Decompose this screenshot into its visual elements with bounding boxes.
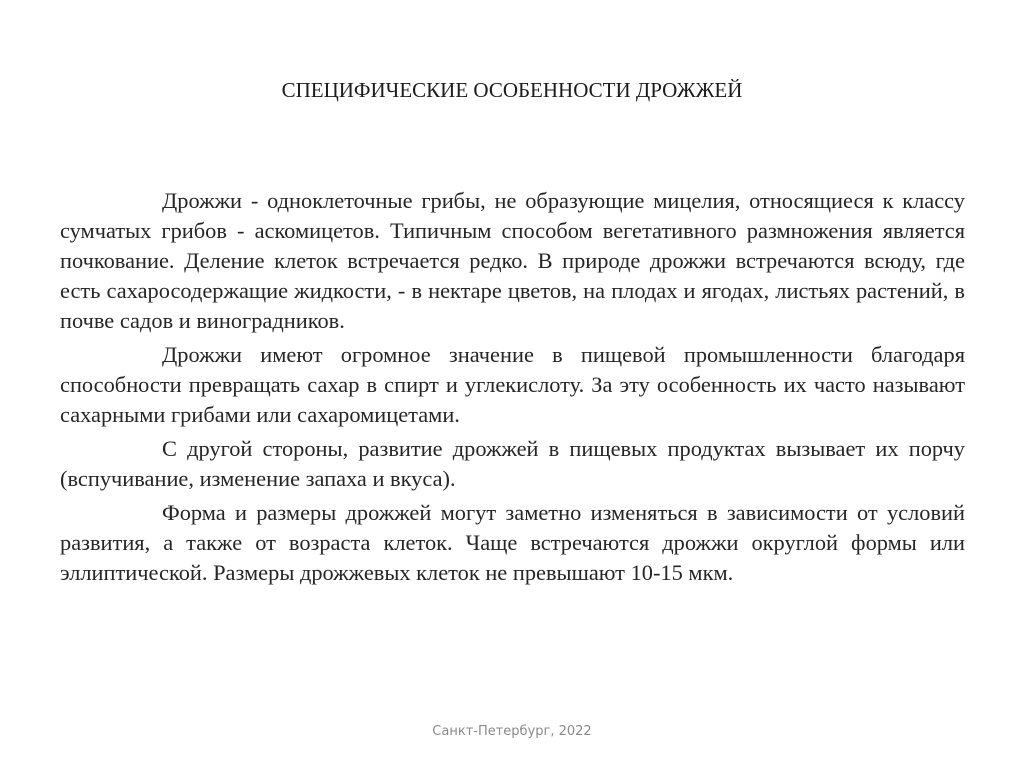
slide-footer: Санкт-Петербург, 2022 bbox=[432, 724, 592, 739]
body-text bbox=[60, 186, 965, 592]
paragraph-1: Дрожжи - одноклеточные грибы, не образующие мицелия, относящиеся к классу сумчатых грибов - аскомицетов. Типичным способом вегетативного размножения является почкование. Деление клеток встречается редко. В природе дрожжи встречаются всюду, где есть сахаросодержащие жидкости, - в нектаре цветов, на плодах и ягодах, листьях растений, в почве садов и виноградников. bbox=[60, 188, 965, 333]
paragraph-4: Форма и размеры дрожжей могут заметно изменяться в зависимости от условий развития, а также от возраста клеток. Чаще встречаются дрожжи округлой формы или эллиптической. Размеры дрожжевых клеток не превышают 10-15 мкм. bbox=[60, 500, 965, 585]
paragraph-2: Дрожжи имеют огромное значение в пищевой промышленности благодаря способности превращать сахар в спирт и углекислоту. За эту особенность их часто называют сахарными грибами или сахаромицетами. bbox=[60, 342, 965, 427]
slide-title: СПЕЦИФИЧЕСКИЕ ОСОБЕННОСТИ ДРОЖЖЕЙ bbox=[281, 78, 743, 102]
paragraph-3: С другой стороны, развитие дрожжей в пищевых продуктах вызывает их порчу (вспучивание, изменение запаха и вкуса). bbox=[60, 436, 965, 491]
